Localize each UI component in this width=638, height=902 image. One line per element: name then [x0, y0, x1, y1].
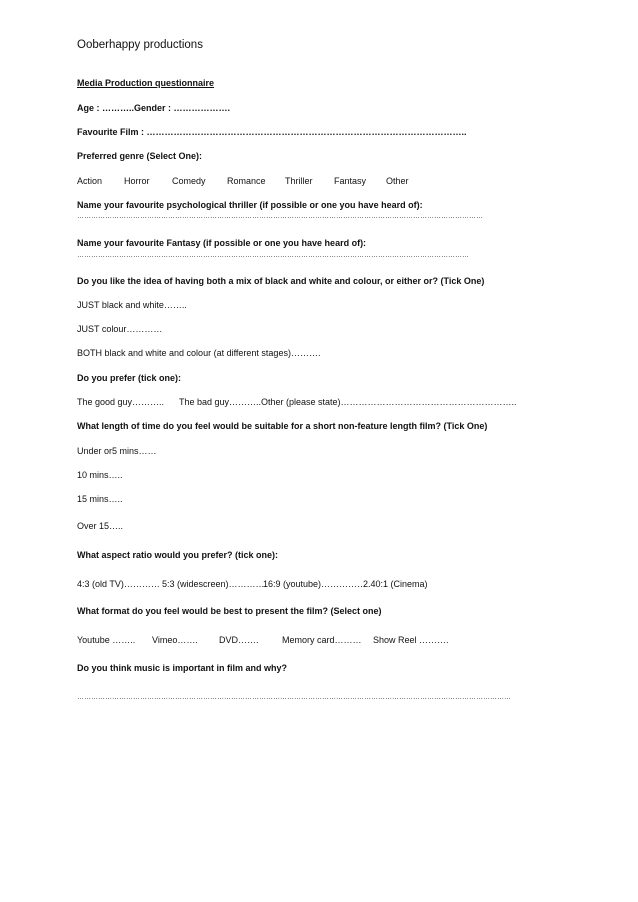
genre-option-other[interactable]: Other — [386, 176, 409, 186]
character-option-other[interactable]: Other (please state)………………………………………………….. — [261, 397, 517, 407]
colour-option-bw[interactable]: JUST black and white…….. — [77, 300, 187, 310]
genre-option-fantasy[interactable]: Fantasy — [334, 176, 367, 186]
character-option-good[interactable]: The good guy……….. — [77, 397, 165, 407]
character-option-bad[interactable]: The bad guy……….. — [179, 397, 262, 407]
fantasy-answer-line[interactable]: …………………………………………………………………………………………………………………………………………………… — [77, 252, 469, 259]
genre-question: Preferred genre (Select One): — [77, 151, 203, 161]
aspect-option-5-3[interactable]: 5:3 (widescreen)………… — [162, 579, 265, 589]
character-question: Do you prefer (tick one): — [77, 373, 182, 383]
length-option-15[interactable]: 15 mins….. — [77, 494, 123, 504]
aspect-option-16-9[interactable]: 16:9 (youtube)…………… — [263, 579, 367, 589]
thriller-answer-line[interactable]: ………………………………………………………………………………………………………………………………………………………… — [77, 213, 483, 220]
format-option-dvd[interactable]: DVD……. — [219, 635, 259, 645]
music-question: Do you think music is important in film and why? — [77, 663, 288, 673]
fantasy-question: Name your favourite Fantasy (if possible or one you have heard of): — [77, 238, 367, 248]
length-option-under5[interactable]: Under or5 mins…… — [77, 446, 157, 456]
genre-option-horror[interactable]: Horror — [124, 176, 150, 186]
genre-option-comedy[interactable]: Comedy — [172, 176, 206, 186]
length-question: What length of time do you feel would be suitable for a short non-feature length film? (Tick One) — [77, 421, 488, 431]
colour-option-both[interactable]: BOTH black and white and colour (at different stages)………. — [77, 348, 321, 358]
music-answer-line[interactable]: …………………………………………………………………………………………………………………………………………………………………… — [77, 694, 511, 701]
genre-option-thriller[interactable]: Thriller — [285, 176, 313, 186]
length-option-10[interactable]: 10 mins….. — [77, 470, 123, 480]
aspect-option-4-3[interactable]: 4:3 (old TV)………… — [77, 579, 160, 589]
company-header: Ooberhappy productions — [77, 39, 203, 51]
genre-option-action[interactable]: Action — [77, 176, 103, 186]
colour-question: Do you like the idea of having both a mix of black and white and colour, or either or? (Tick One) — [77, 276, 485, 286]
form-title: Media Production questionnaire — [77, 78, 215, 88]
aspect-question: What aspect ratio would you prefer? (tick one): — [77, 550, 279, 560]
thriller-question: Name your favourite psychological thriller (if possible or one you have heard of): — [77, 200, 423, 210]
length-option-over15[interactable]: Over 15….. — [77, 521, 124, 531]
format-option-show-reel[interactable]: Show Reel ………. — [373, 635, 449, 645]
genre-option-romance[interactable]: Romance — [227, 176, 266, 186]
format-option-vimeo[interactable]: Vimeo……. — [152, 635, 198, 645]
aspect-option-cinema[interactable]: 2.40:1 (Cinema) — [363, 579, 428, 589]
format-option-memory-card[interactable]: Memory card……… — [282, 635, 362, 645]
format-option-youtube[interactable]: Youtube …….. — [77, 635, 136, 645]
age-gender-field[interactable]: Age : ………..Gender : ………………. — [77, 103, 231, 113]
favourite-film-field[interactable]: Favourite Film : …………………………………………………………………………………………….. — [77, 127, 467, 137]
colour-option-colour[interactable]: JUST colour………… — [77, 324, 163, 334]
format-question: What format do you feel would be best to present the film? (Select one) — [77, 606, 382, 616]
